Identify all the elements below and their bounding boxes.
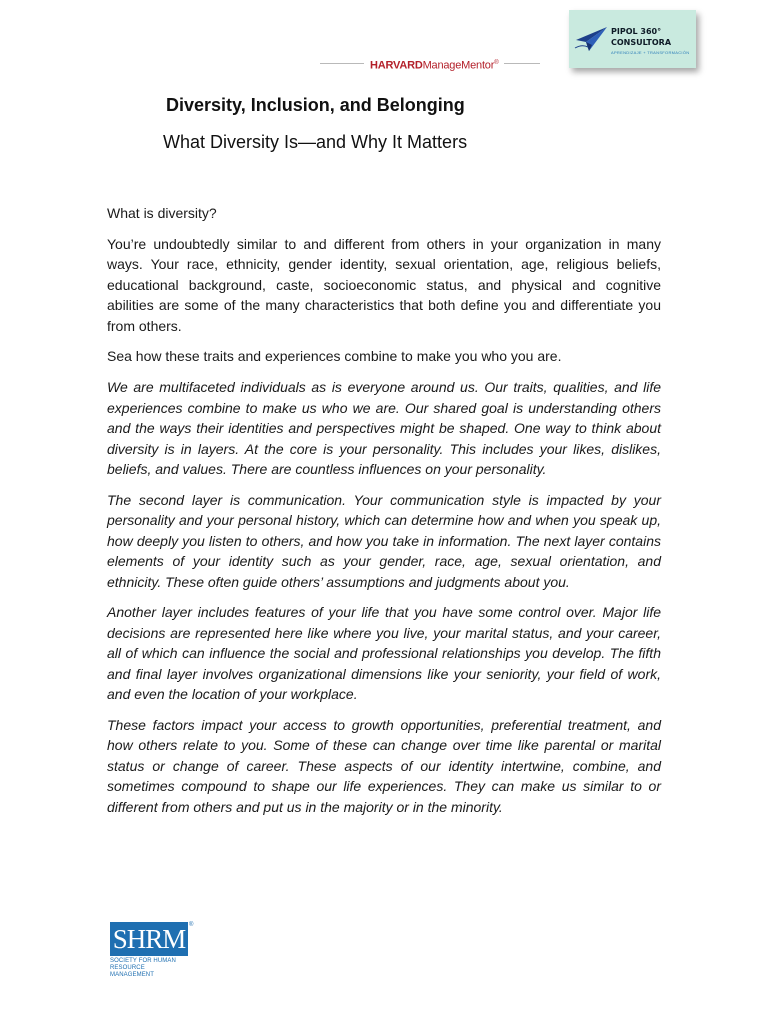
- document-title: Diversity, Inclusion, and Belonging: [166, 95, 465, 115]
- logo-tagline: APRENDIZAJE + TRANSFORMACIÓN: [611, 50, 690, 55]
- header-divider-right: [504, 63, 540, 64]
- document-subtitle: What Diversity Is—and Why It Matters: [163, 132, 468, 152]
- paragraph-layers-core: We are multifaceted individuals as is everyone around us. Our traits, qualities, and life experiences combine to make us who we are. Our shared goal is understanding others and the ways their identities and perspectives might be shaped. One way to think about diversity is in layers. At the core is your personality. This includes your likes, dislikes, beliefs, and values. There are countless influences on your personality.: [107, 379, 661, 477]
- harvard-managementor-logo: [370, 55, 498, 74]
- paragraph-prompt: Sea how these traits and experiences combine to make you who you are.: [107, 348, 562, 365]
- shrm-wordmark: SHRM: [110, 922, 188, 956]
- header-divider-left: [320, 63, 364, 64]
- harvard-managementor-header: [320, 55, 540, 71]
- brand-managementor: ManageMentor: [422, 59, 495, 72]
- paragraph-intro: You’re undoubtedly similar to and different from others in your organization in many ways. Your race, ethnicity, gender identity, sexual orientation, age, religious beliefs, educational background, caste, socioeconomic status, and physical and cognitive abilities are some of the many characteristics that both define you and differentiate you from others.: [107, 235, 661, 334]
- paragraph-layers-life-features: Another layer includes features of your life that you have some control over. Major life decisions are represented here like where you live, your marital status, and your career, all of which can influence the social and professional relationships you develop. The fifth and final layer involves organizational dimensions like your seniority, your field of work, and even the location of your workplace.: [107, 604, 661, 703]
- shrm-tagline: SOCIETY FOR HUMAN RESOURCE MANAGEMENT: [110, 958, 176, 978]
- paragraph-impact: These factors impact your access to growth opportunities, preferential treatment, and how others relate to you. Some of these can change over time like parental or marital status or change of career. These aspects of our identity intertwine, combine, and sometimes compound to shape our life experiences. They can make us similar to or different from others and put us in the majority or in the minority.: [107, 716, 661, 815]
- paragraph-layers-communication: The second layer is communication. Your communication style is impacted by your personality and your personal history, which can determine how and when you speak up, how deeply you listen to others, and how you take in information. The next layer contains elements of your identity such as your gender, race, age, sexual orientation, and ethnicity. These often guide others’ assumptions and judgments about you.: [107, 491, 661, 590]
- logo-line-1: PIPOL 360°: [611, 27, 662, 36]
- paper-plane-icon: [573, 24, 609, 54]
- logo-line-2: CONSULTORA: [611, 38, 672, 47]
- document-body: [107, 203, 661, 827]
- section-question: What is diversity?: [107, 205, 217, 221]
- shrm-registered-mark: ®: [189, 922, 194, 928]
- pipol-consultora-logo: [569, 10, 696, 68]
- brand-trademark: ®: [494, 60, 499, 66]
- shrm-logo: [110, 922, 196, 978]
- brand-harvard: HARVARD: [370, 59, 423, 72]
